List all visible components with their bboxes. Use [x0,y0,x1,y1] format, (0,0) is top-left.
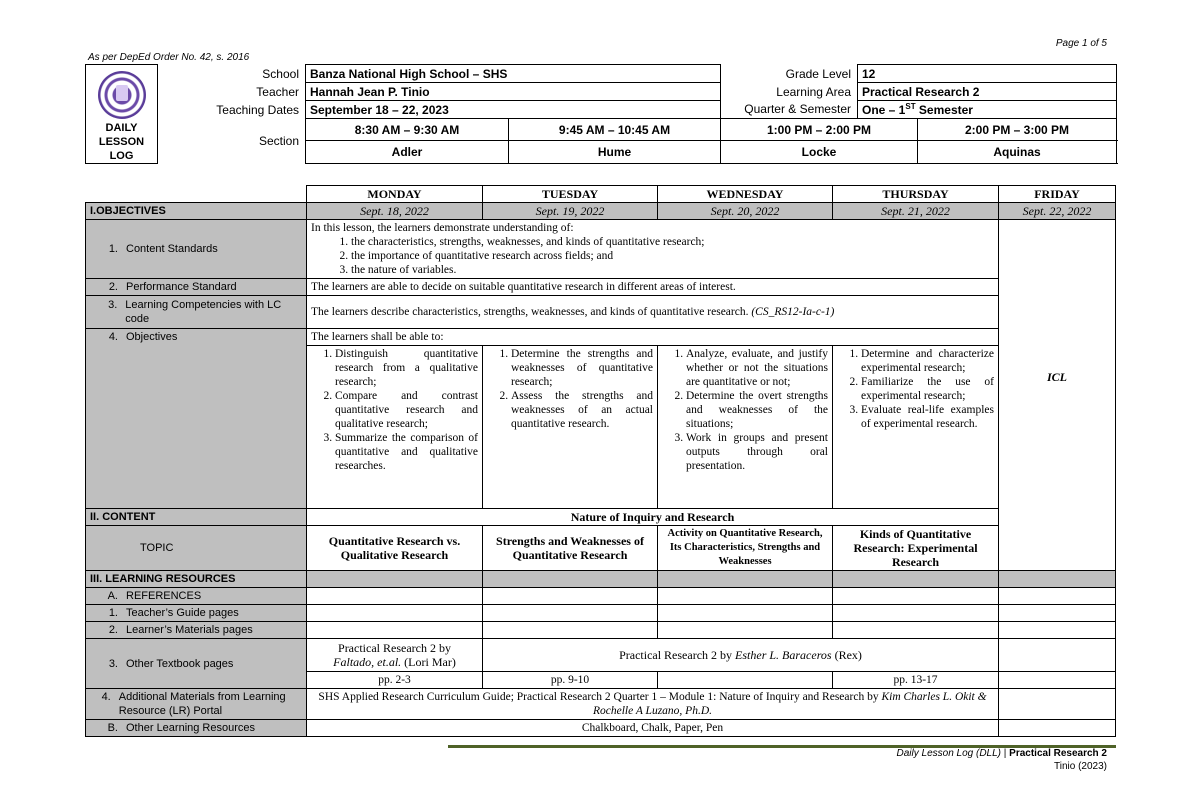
objectives-intro: The learners shall be able to: [307,329,999,346]
time-slot: 2:00 PM – 3:00 PM [918,119,1117,141]
empty-cell [999,605,1116,622]
other-textbook-label: 3. Other Textbook pages [86,639,307,689]
empty-cell [999,720,1116,737]
section-label: Section [158,119,306,164]
day-date: Sept. 18, 2022 [307,203,483,220]
empty-cell [999,588,1116,605]
day-header: THURSDAY [833,186,999,203]
day-header: FRIDAY [999,186,1116,203]
dates-value: September 18 – 22, 2023 [306,101,721,119]
performance-standard-text: The learners are able to decide on suitable quantitative research in different areas of interest. [307,279,999,296]
additional-materials-text: SHS Applied Research Curriculum Guide; Practical Research 2 Quarter 1 – Module 1: Nature of Inquiry and Research by Kim Charles L. Okit & Rochelle A Luzano, Ph.D. [307,689,999,720]
teacher-label: Teacher [158,83,306,101]
empty-cell [999,689,1116,720]
footer-title: Daily Lesson Log (DLL) | Practical Research 2 [896,748,1107,759]
time-slot: 1:00 PM – 2:00 PM [721,119,918,141]
empty-cell [833,622,999,639]
page-number: Page 1 of 5 [1055,38,1107,49]
empty-cell [483,605,658,622]
pages-tuesday: pp. 9-10 [483,672,658,689]
grey-cell [833,571,999,588]
area-label: Learning Area [721,83,858,101]
empty-cell [833,605,999,622]
other-resources-label: B. Other Learning Resources [86,720,307,737]
competencies-label: 3. Learning Competencies with LC code [86,296,307,329]
monday-objectives: 1. Distinguish quantitative research from a qualitative research; 2. Compare and contrast quantitative research and qualitative research; 3. Summarize the comparison of quantitative and qualitative researches. [307,346,483,509]
empty-cell [307,605,483,622]
content-standards-label: 1. Content Standards [86,220,307,279]
deped-seal-logo [98,71,146,119]
quarter-label: Quarter & Semester [721,101,858,119]
section-name: Hume [509,141,721,164]
day-date: Sept. 19, 2022 [483,203,658,220]
empty-cell [833,588,999,605]
school-label: School [158,65,306,83]
empty-cell [999,672,1116,689]
time-slot: 9:45 AM – 10:45 AM [509,119,721,141]
content-standards-text: In this lesson, the learners demonstrate understanding of: 1. the characteristics, strengths, weaknesses, and kinds of quantitative research; 2. the importance of quantitative research across fields; and 3. the nature of variables. [307,220,999,279]
empty-cell [483,622,658,639]
section-name: Locke [721,141,918,164]
thursday-objectives: 1. Determine and characterize experimental research; 2. Familiarize the use of experimental research; 3. Evaluate real-life examples of experimental research. [833,346,999,509]
performance-standard-label: 2. Performance Standard [86,279,307,296]
section-name: Aquinas [918,141,1117,164]
empty-cell [483,588,658,605]
content-span-title: Nature of Inquiry and Research [307,509,999,526]
area-value: Practical Research 2 [858,83,1117,101]
day-date: Sept. 22, 2022 [999,203,1116,220]
dates-label: Teaching Dates [158,101,306,119]
empty-cell [658,588,833,605]
school-value: Banza National High School – SHS [306,65,721,83]
grey-cell [483,571,658,588]
pages-monday: pp. 2-3 [307,672,483,689]
empty-cell [307,588,483,605]
learners-materials-label: 2. Learner’s Materials pages [86,622,307,639]
grey-cell [999,571,1116,588]
empty-cell [658,622,833,639]
section-name: Adler [306,141,509,164]
additional-materials-label: 4. Additional Materials from Learning Resource (LR) Portal [86,689,307,720]
day-date: Sept. 20, 2022 [658,203,833,220]
day-header: TUESDAY [483,186,658,203]
competencies-text: The learners describe characteristics, strengths, weaknesses, and kinds of quantitative research. (CS_RS12-Ia-c-1) [307,296,999,329]
grade-label: Grade Level [721,65,858,83]
friday-icl: ICL [999,220,1116,571]
header-table [85,64,1117,164]
empty-cell [999,639,1116,672]
empty-cell [999,622,1116,639]
references-label: A. REFERENCES [86,588,307,605]
resources-heading: III. LEARNING RESOURCES [86,571,307,588]
objectives-label: 4. Objectives [86,329,307,509]
grade-value: 12 [858,65,1117,83]
quarter-value: One – 1ST Semester [858,101,1117,119]
tuesday-objectives: 1. Determine the strengths and weaknesses of quantitative research; 2. Assess the strengths and weaknesses of an actual quantitative research. [483,346,658,509]
grey-cell [658,571,833,588]
topic-label: TOPIC [86,526,307,571]
corner-blank [86,186,307,203]
logo-cell [86,65,158,164]
teachers-guide-label: 1. Teacher’s Guide pages [86,605,307,622]
content-heading: II. CONTENT [86,509,307,526]
day-header: MONDAY [307,186,483,203]
topic-tuesday: Strengths and Weaknesses of Quantitative Research [483,526,658,571]
pages-wednesday [658,672,833,689]
time-slot: 8:30 AM – 9:30 AM [306,119,509,141]
topic-thursday: Kinds of Quantitative Research: Experimental Research [833,526,999,571]
deped-order-note: As per DepEd Order No. 42, s. 2016 [88,52,250,63]
topic-monday: Quantitative Research vs. Qualitative Research [307,526,483,571]
textbook-monday: Practical Research 2 by Faltado, et.al. (Lori Mar) [307,639,483,672]
day-header: WEDNESDAY [658,186,833,203]
dll-title: DAILY LESSON LOG [98,122,145,162]
pages-thursday: pp. 13-17 [833,672,999,689]
teacher-value: Hannah Jean P. Tinio [306,83,721,101]
objectives-heading: I.OBJECTIVES [86,203,307,220]
topic-wednesday: Activity on Quantitative Research, Its Characteristics, Strengths and Weaknesses [658,526,833,571]
empty-cell [307,622,483,639]
footer-author: Tinio (2023) [1054,761,1107,772]
empty-cell [658,605,833,622]
lesson-table [85,185,1116,737]
other-resources-text: Chalkboard, Chalk, Paper, Pen [307,720,999,737]
textbook-span: Practical Research 2 by Esther L. Baraceros (Rex) [483,639,999,672]
wednesday-objectives: 1. Analyze, evaluate, and justify whether or not the situations are quantitative or not; 2. Determine the overt strengths and weaknesses of the situations; 3. Work in groups and present outputs through oral presentation. [658,346,833,509]
grey-cell [307,571,483,588]
day-date: Sept. 21, 2022 [833,203,999,220]
